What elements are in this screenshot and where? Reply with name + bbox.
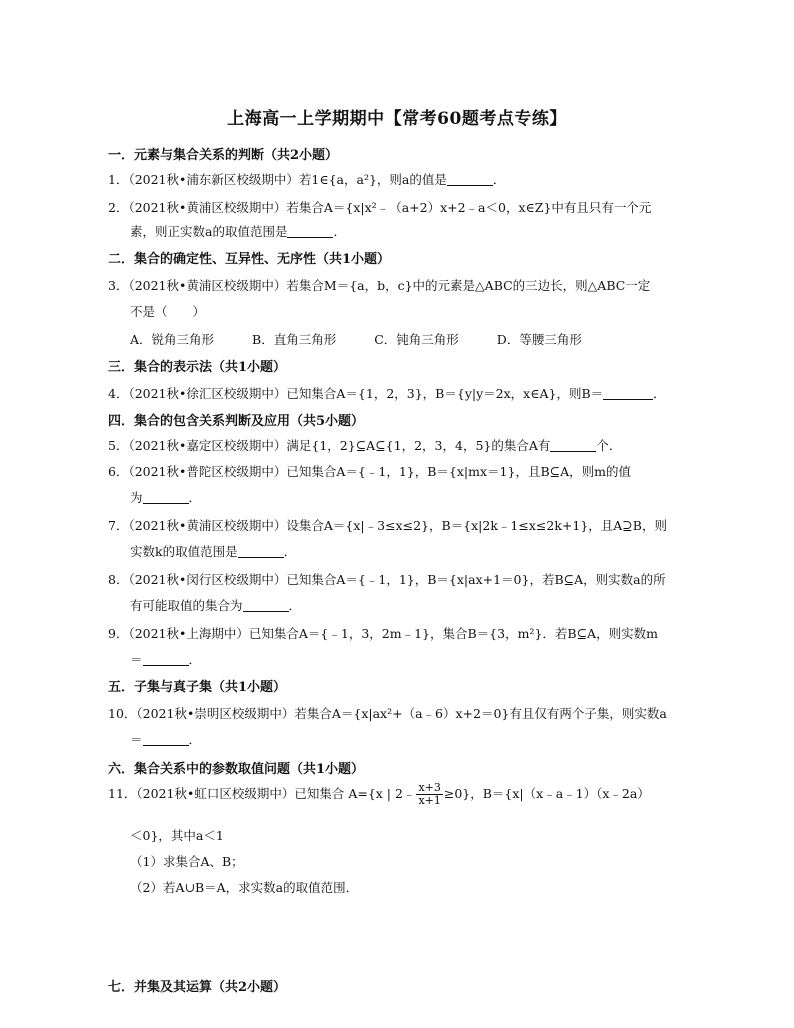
question-4 [108,384,666,402]
question-text: 已知集合A＝{﹣1，3，2m﹣1}，集合B＝{3，m²}．若B⊆A，则实数m [248,626,658,641]
option-b: B．直角三角形 [252,332,337,347]
question-number: 2． [108,200,129,215]
question-number: 9． [108,626,129,641]
question-number: 10． [108,706,137,721]
section-heading-6: 六．集合关系中的参数取值问题（共1小题） [108,762,365,777]
answer-blank [287,225,333,239]
question-end: ． [288,598,302,613]
question-3-line-2: 不是（ ） [130,304,206,319]
question-source: （2021秋•普陀区校级期中） [128,464,287,479]
question-source: （2021秋•黄浦区校级期中） [128,518,287,533]
question-end: ． [188,732,202,747]
question-text: 已知集合A＝{﹣1，1}，B＝{x|ax+1＝0}，若B⊆A，则实数a的所 [286,572,666,587]
question-8 [108,570,666,588]
question-3 [108,276,650,294]
fraction-denominator: x+1 [418,794,441,808]
question-10 [108,704,667,722]
option-c: C．钝角三角形 [374,332,459,347]
question-number: 5． [108,438,129,453]
question-11 [108,782,650,807]
question-source: （2021秋•闵行区校级期中） [128,572,287,587]
question-end: 个． [596,438,622,453]
section-heading-2: 二．集合的确定性、互异性、无序性（共1小题） [108,252,391,267]
question-10-line-2 [130,730,201,748]
question-text-b: ≥0}，B＝{x|（x﹣a﹣1）（x﹣2a） [443,786,650,802]
question-text-cont: 有可能取值的集合为 [130,598,243,613]
answer-blank [243,599,289,613]
question-number: 7． [108,518,129,533]
question-8-line-2 [130,596,301,614]
question-text-cont: 素，则正实数a的取值范围是 [130,224,288,239]
question-6-line-2 [130,488,201,506]
question-end: ． [283,544,297,559]
question-end: ． [333,224,346,239]
answer-blank [143,491,189,505]
question-6 [108,462,631,480]
question-source: （2021秋•崇明区校级期中） [136,706,295,721]
section-heading-5: 五．子集与真子集（共1小题） [108,680,287,695]
answer-blank [238,545,284,559]
question-text-cont: 为 [130,490,143,505]
question-end: ． [492,172,506,187]
question-text: 若集合A＝{x|x²﹣（a+2）x+2﹣a＜0，x∈Z}中有且只有一个元 [286,200,652,215]
question-number: 3． [108,278,129,293]
fraction [416,782,442,807]
answer-blank [143,653,189,667]
question-end: ． [188,490,202,505]
question-text-cont: ＝ [130,732,143,747]
option-a: A．锐角三角形 [130,332,215,347]
answer-blank [447,173,493,187]
question-source: （2021秋•上海期中） [128,626,249,641]
section-heading-1: 一．元素与集合关系的判断（共2小题） [108,148,339,163]
question-source: （2021秋•黄浦区校级期中） [128,278,287,293]
page-title: 上海高一上学期期中【常考60题考点专练】 [227,109,567,129]
question-text: 若集合A＝{x|ax²+（a﹣6）x+2＝0}有且仅有两个子集，则实数a [294,706,667,721]
question-1 [108,170,505,188]
question-source: （2021秋•黄浦区校级期中） [128,200,287,215]
answer-blank [603,387,653,401]
answer-blank [143,733,189,747]
question-2-line-2 [130,222,346,240]
question-source: （2021秋•嘉定区校级期中） [128,438,287,453]
question-text-cont: 实数k的取值范围是 [130,544,238,559]
question-text: 满足{1，2}⊆A⊆{1，2，3，4，5}的集合A有 [286,438,551,453]
question-2 [108,198,651,216]
section-heading-4: 四．集合的包含关系判断及应用（共5小题） [108,414,365,429]
question-number: 6． [108,464,129,479]
question-3-options [130,330,620,348]
section-heading-7: 七．并集及其运算（共2小题） [108,980,287,995]
question-9 [108,624,658,642]
question-text: 若集合M＝{a，b，c}中的元素是△ABC的三边长，则△ABC一定 [286,278,651,293]
fraction-numerator: x+3 [418,781,441,794]
question-number: 8． [108,572,129,587]
question-text: 已知集合A＝{﹣1，1}，B＝{x|mx＝1}，且B⊆A，则m的值 [286,464,631,479]
question-7-line-2 [130,542,296,560]
question-end: ． [188,652,202,667]
question-number: 4． [108,386,129,401]
question-source: （2021秋•浦东新区校级期中） [128,172,299,187]
question-number: 1． [108,172,129,187]
question-text: 设集合A＝{x|﹣3≤x≤2}，B＝{x|2k﹣1≤x≤2k+1}，且A⊇B，则 [286,518,667,533]
option-d: D．等腰三角形 [496,332,582,347]
answer-blank [550,439,596,453]
question-text: 已知集合 A={x | 2﹣ [294,786,416,802]
section-heading-3: 三．集合的表示法（共1小题） [108,360,287,375]
question-7 [108,516,667,534]
question-9-line-2 [130,650,201,668]
question-end: ． [653,386,666,401]
question-number: 11． [108,786,137,802]
question-text-cont: ＝ [130,652,143,667]
question-text: 若1∈{a，a²}，则a的值是 [298,172,447,187]
question-11-part-1: （1）求集合A、B； [130,854,244,869]
question-11-line-2: ＜0}，其中a＜1 [130,828,224,843]
question-source: （2021秋•虹口区校级期中） [136,786,295,802]
question-text: 已知集合A＝{1，2，3}，B＝{y|y＝2x，x∈A}，则B＝ [286,386,604,401]
question-11-part-2: （2）若A∪B＝A，求实数a的取值范围． [130,880,359,895]
question-5 [108,436,621,454]
question-source: （2021秋•徐汇区校级期中） [128,386,287,401]
